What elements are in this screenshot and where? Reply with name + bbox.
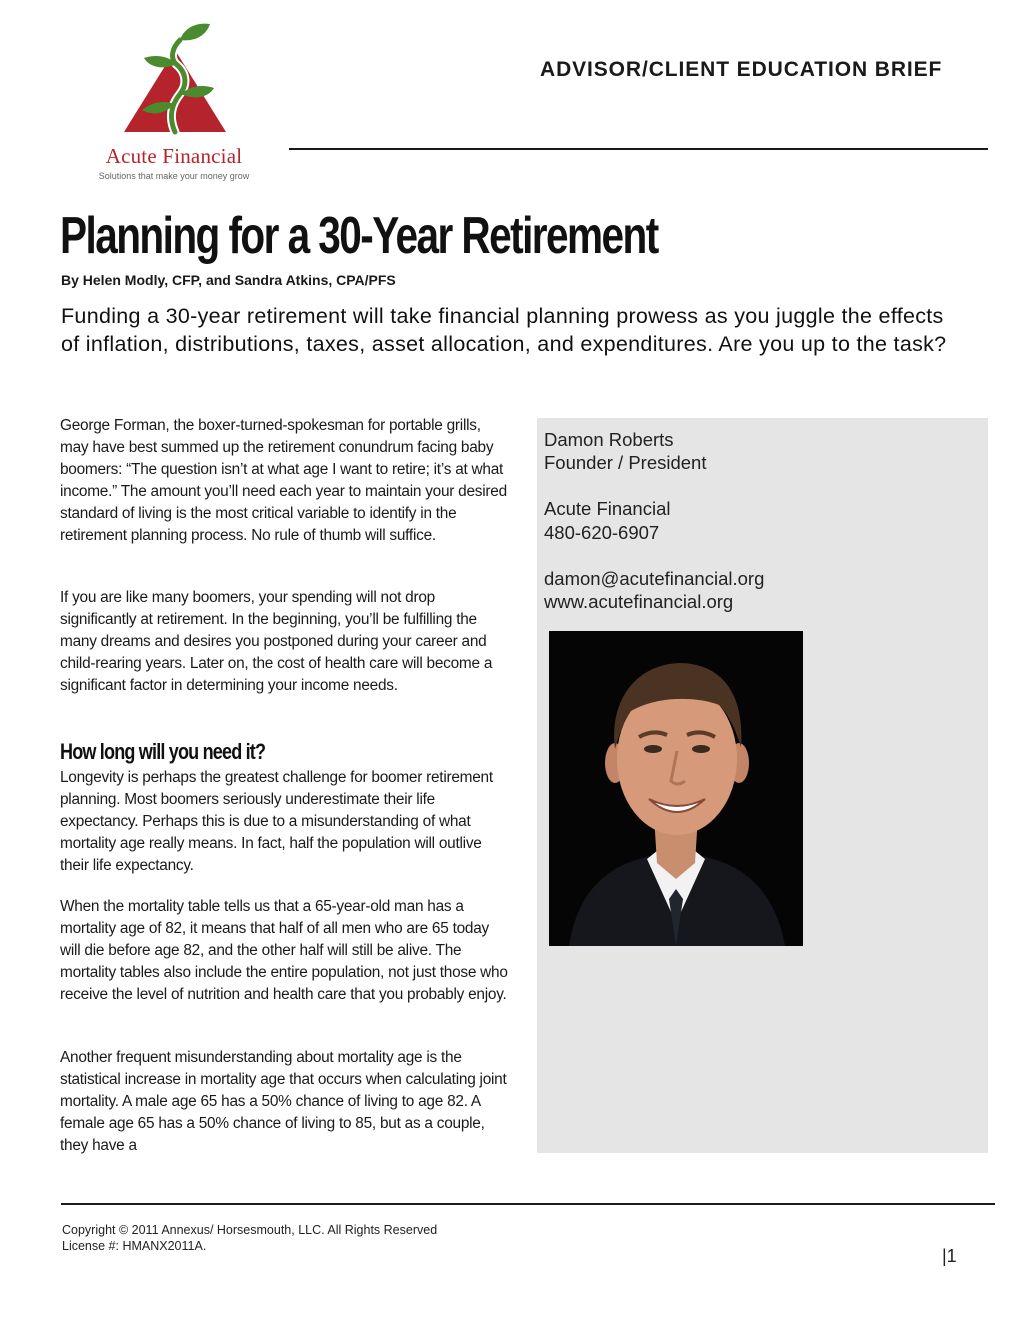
body-paragraph: If you are like many boomers, your spending will not drop significantly at retirement. In the beginning, you’ll be fulfilling the many dreams and desires you postponed during your career and child-rearing years. Later on, the cost of health care will become a significant factor in determining your income needs. <box>60 589 493 694</box>
brand-name: Acute Financial <box>105 144 243 168</box>
brand-tagline: Solutions that make your money grow <box>98 171 250 181</box>
body-paragraph: Another frequent misunderstanding about mortality age is the statistical increase in mortality age that occurs when calculating joint mortality. A male age 65 has a 50% chance of living to age 82. A female age 65 has a 50% chance of living to 85, but as a couple, they have a <box>60 1049 507 1154</box>
contact-name: Damon Roberts <box>544 429 674 450</box>
mortality-section <box>60 896 510 1006</box>
company-logo <box>86 18 262 188</box>
header-divider <box>289 148 988 150</box>
body-paragraph: When the mortality table tells us that a 65-year-old man has a mortality age of 82, it means that half of all men who are 65 today will die before age 82, and the other half will still be alive. The mortality tables also include the entire population, not just those who receive the level of nutrition and health care that you probably enjoy. <box>60 898 508 1003</box>
page-number: |1 <box>942 1246 957 1266</box>
article-deck: Funding a 30-year retirement will take financial planning prowess as you juggle the effects of inflation, distributions, taxes, asset allocation, and expenditures. Are you up to the task? <box>61 304 947 356</box>
contact-email-link[interactable]: damon@acutefinancial.org <box>544 568 765 589</box>
article-title: Planning for a 30-Year Retirement <box>60 207 658 265</box>
sprout-triangle-icon <box>120 18 230 138</box>
contact-panel <box>537 418 988 1153</box>
intro-section <box>60 415 510 547</box>
advisor-portrait-photo <box>549 631 803 946</box>
intro-section-2 <box>60 587 510 697</box>
body-paragraph: Longevity is perhaps the greatest challenge for boomer retirement planning. Most boomers seriously underestimate their life expectancy. Perhaps this is due to a misunderstanding of what mortality age really means. In fact, half the population will outlive their life expectancy. <box>60 769 493 874</box>
footer-divider <box>61 1203 995 1205</box>
section-heading: How long will you need it? <box>60 739 266 764</box>
contact-phone[interactable]: 480-620-6907 <box>544 522 660 543</box>
copyright-text: Copyright © 2011 Annexus/ Horsesmouth, LLC. All Rights Reserved <box>62 1223 438 1237</box>
license-text: License #: HMANX2011A. <box>62 1239 207 1253</box>
joint-mortality-section <box>60 1047 510 1157</box>
contact-website-link[interactable]: www.acutefinancial.org <box>544 591 734 612</box>
body-paragraph: George Forman, the boxer-turned-spokesman for portable grills, may have best summed up the retirement conundrum facing baby boomers: “The question isn’t at what age I want to retire; it’s at what income.” The amount you’ll need each year to maintain your desired standard of living is the most critical variable to identify in the retirement planning process. No rule of thumb will suffice. <box>60 417 507 544</box>
copyright-notice <box>62 1222 437 1254</box>
portrait-illustration <box>549 631 803 946</box>
longevity-section <box>60 767 510 877</box>
article-byline: By Helen Modly, CFP, and Sandra Atkins, CPA/PFS <box>61 272 396 288</box>
brief-label: ADVISOR/CLIENT EDUCATION BRIEF <box>540 58 943 81</box>
contact-role: Founder / President <box>544 452 707 473</box>
contact-company: Acute Financial <box>544 498 671 519</box>
